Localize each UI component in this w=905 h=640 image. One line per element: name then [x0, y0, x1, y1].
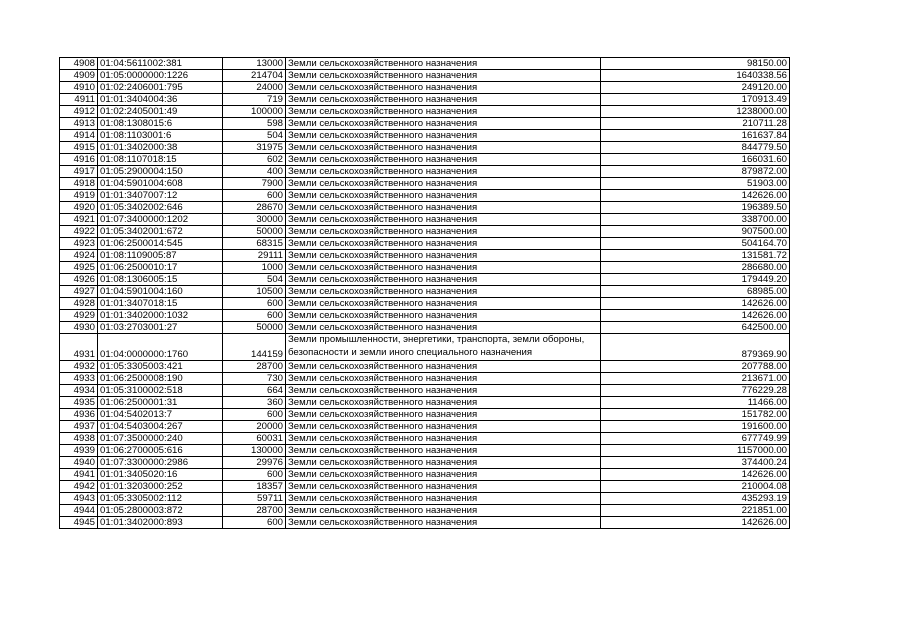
row-number-cell: 4945 — [60, 516, 98, 528]
table-row — [60, 492, 790, 504]
area-cell: 18357 — [223, 480, 286, 492]
land-category-cell: Земли сельскохозяйственного назначения — [286, 322, 601, 334]
cadastral-value-cell: 338700.00 — [601, 214, 790, 226]
row-number-cell: 4924 — [60, 250, 98, 262]
table-row — [60, 202, 790, 214]
cadastral-value-cell: 249120.00 — [601, 82, 790, 94]
cadastral-value-cell: 879369.90 — [601, 334, 790, 361]
cadastral-value-cell: 191600.00 — [601, 420, 790, 432]
land-category-cell: Земли сельскохозяйственного назначения — [286, 516, 601, 528]
table-row — [60, 360, 790, 372]
cadastral-value-cell: 1157000.00 — [601, 444, 790, 456]
row-number-cell: 4919 — [60, 190, 98, 202]
cadastral-number-cell: 01:05:3305002:112 — [98, 492, 223, 504]
table-row — [60, 58, 790, 70]
land-category-cell: Земли сельскохозяйственного назначения — [286, 226, 601, 238]
cadastral-value-cell: 161637.84 — [601, 130, 790, 142]
row-number-cell: 4918 — [60, 178, 98, 190]
land-category-cell: Земли сельскохозяйственного назначения — [286, 480, 601, 492]
cadastral-number-cell: 01:01:3407018:15 — [98, 298, 223, 310]
land-category-cell: Земли сельскохозяйственного назначения — [286, 202, 601, 214]
cadastral-value-cell: 210004.08 — [601, 480, 790, 492]
area-cell: 28700 — [223, 360, 286, 372]
area-cell: 30000 — [223, 214, 286, 226]
area-cell: 144159 — [223, 334, 286, 361]
cadastral-value-cell: 210711.28 — [601, 118, 790, 130]
row-number-cell: 4942 — [60, 480, 98, 492]
cadastral-value-cell: 844779.50 — [601, 142, 790, 154]
land-category-cell: Земли сельскохозяйственного назначения — [286, 178, 601, 190]
cadastral-value-cell: 68985.00 — [601, 286, 790, 298]
cadastral-number-cell: 01:04:5611002:381 — [98, 58, 223, 70]
area-cell: 20000 — [223, 420, 286, 432]
area-cell: 598 — [223, 118, 286, 130]
land-category-cell: Земли сельскохозяйственного назначения — [286, 360, 601, 372]
row-number-cell: 4935 — [60, 396, 98, 408]
cadastral-number-cell: 01:05:3402002:646 — [98, 202, 223, 214]
cadastral-value-cell: 1238000.00 — [601, 106, 790, 118]
land-parcel-table — [59, 57, 790, 529]
row-number-cell: 4931 — [60, 334, 98, 361]
area-cell: 68315 — [223, 238, 286, 250]
cadastral-value-cell: 677749.99 — [601, 432, 790, 444]
row-number-cell: 4925 — [60, 262, 98, 274]
cadastral-value-cell: 374400.24 — [601, 456, 790, 468]
table-row — [60, 118, 790, 130]
land-category-cell: Земли сельскохозяйственного назначения — [286, 420, 601, 432]
cadastral-value-cell: 142626.00 — [601, 516, 790, 528]
cadastral-number-cell: 01:01:3402000:893 — [98, 516, 223, 528]
area-cell: 10500 — [223, 286, 286, 298]
row-number-cell: 4908 — [60, 58, 98, 70]
area-cell: 504 — [223, 274, 286, 286]
table-row — [60, 480, 790, 492]
row-number-cell: 4943 — [60, 492, 98, 504]
area-cell: 100000 — [223, 106, 286, 118]
row-number-cell: 4922 — [60, 226, 98, 238]
cadastral-number-cell: 01:01:3404004:36 — [98, 94, 223, 106]
cadastral-value-cell: 213671.00 — [601, 372, 790, 384]
cadastral-number-cell: 01:01:3407007:12 — [98, 190, 223, 202]
cadastral-value-cell: 504164.70 — [601, 238, 790, 250]
table-row — [60, 516, 790, 528]
land-category-cell: Земли сельскохозяйственного назначения — [286, 286, 601, 298]
cadastral-value-cell: 221851.00 — [601, 504, 790, 516]
land-category-cell: Земли сельскохозяйственного назначения — [286, 94, 601, 106]
table-row — [60, 214, 790, 226]
cadastral-number-cell: 01:07:3400000:1202 — [98, 214, 223, 226]
table-row — [60, 468, 790, 480]
cadastral-number-cell: 01:08:1103001:6 — [98, 130, 223, 142]
row-number-cell: 4910 — [60, 82, 98, 94]
cadastral-value-cell: 142626.00 — [601, 468, 790, 480]
table-row — [60, 70, 790, 82]
cadastral-number-cell: 01:03:2703001:27 — [98, 322, 223, 334]
area-cell: 7900 — [223, 178, 286, 190]
row-number-cell: 4937 — [60, 420, 98, 432]
row-number-cell: 4938 — [60, 432, 98, 444]
row-number-cell: 4915 — [60, 142, 98, 154]
land-category-cell: Земли сельскохозяйственного назначения — [286, 250, 601, 262]
row-number-cell: 4932 — [60, 360, 98, 372]
row-number-cell: 4939 — [60, 444, 98, 456]
land-category-cell: Земли сельскохозяйственного назначения — [286, 58, 601, 70]
table-row — [60, 286, 790, 298]
cadastral-number-cell: 01:05:0000000:1226 — [98, 70, 223, 82]
table-row — [60, 504, 790, 516]
row-number-cell: 4923 — [60, 238, 98, 250]
row-number-cell: 4914 — [60, 130, 98, 142]
area-cell: 719 — [223, 94, 286, 106]
land-category-cell: Земли сельскохозяйственного назначения — [286, 504, 601, 516]
table-row — [60, 420, 790, 432]
row-number-cell: 4944 — [60, 504, 98, 516]
cadastral-value-cell: 51903.00 — [601, 178, 790, 190]
land-category-cell: Земли сельскохозяйственного назначения — [286, 310, 601, 322]
row-number-cell: 4912 — [60, 106, 98, 118]
cadastral-number-cell: 01:06:2500014:545 — [98, 238, 223, 250]
cadastral-number-cell: 01:06:2700005:616 — [98, 444, 223, 456]
cadastral-number-cell: 01:02:2405001:49 — [98, 106, 223, 118]
table-row — [60, 82, 790, 94]
cadastral-value-cell: 642500.00 — [601, 322, 790, 334]
cadastral-value-cell: 142626.00 — [601, 298, 790, 310]
land-category-cell: Земли сельскохозяйственного назначения — [286, 238, 601, 250]
land-category-cell: Земли сельскохозяйственного назначения — [286, 444, 601, 456]
cadastral-value-cell: 170913.49 — [601, 94, 790, 106]
cadastral-number-cell: 01:05:2900004:150 — [98, 166, 223, 178]
row-number-cell: 4933 — [60, 372, 98, 384]
land-category-cell: Земли сельскохозяйственного назначения — [286, 396, 601, 408]
area-cell: 130000 — [223, 444, 286, 456]
area-cell: 1000 — [223, 262, 286, 274]
table-row — [60, 178, 790, 190]
land-category-cell: Земли сельскохозяйственного назначения — [286, 468, 601, 480]
cadastral-number-cell: 01:07:3300000:2986 — [98, 456, 223, 468]
table-row — [60, 190, 790, 202]
row-number-cell: 4928 — [60, 298, 98, 310]
area-cell: 60031 — [223, 432, 286, 444]
area-cell: 400 — [223, 166, 286, 178]
row-number-cell: 4921 — [60, 214, 98, 226]
cadastral-number-cell: 01:04:5403004:267 — [98, 420, 223, 432]
land-category-cell: Земли сельскохозяйственного назначения — [286, 492, 601, 504]
area-cell: 600 — [223, 298, 286, 310]
cadastral-value-cell: 142626.00 — [601, 310, 790, 322]
row-number-cell: 4926 — [60, 274, 98, 286]
land-category-cell: Земли сельскохозяйственного назначения — [286, 262, 601, 274]
land-category-cell: Земли сельскохозяйственного назначения — [286, 214, 601, 226]
land-category-cell: Земли сельскохозяйственного назначения — [286, 298, 601, 310]
table-row — [60, 408, 790, 420]
land-category-cell: Земли сельскохозяйственного назначения — [286, 166, 601, 178]
area-cell: 600 — [223, 468, 286, 480]
area-cell: 730 — [223, 372, 286, 384]
row-number-cell: 4936 — [60, 408, 98, 420]
land-category-cell: Земли промышленности, энергетики, транспорта, земли обороны, безопасности и земли иного специального назначения — [286, 334, 601, 361]
cadastral-value-cell: 142626.00 — [601, 190, 790, 202]
row-number-cell: 4930 — [60, 322, 98, 334]
table-row — [60, 322, 790, 334]
cadastral-number-cell: 01:05:3100002:518 — [98, 384, 223, 396]
cadastral-number-cell: 01:06:2500001:31 — [98, 396, 223, 408]
land-category-cell: Земли сельскохозяйственного назначения — [286, 142, 601, 154]
table-row — [60, 444, 790, 456]
table-row — [60, 456, 790, 468]
area-cell: 59711 — [223, 492, 286, 504]
cadastral-number-cell: 01:08:1107018:15 — [98, 154, 223, 166]
row-number-cell: 4909 — [60, 70, 98, 82]
land-category-cell: Земли сельскохозяйственного назначения — [286, 456, 601, 468]
table-row — [60, 142, 790, 154]
area-cell: 602 — [223, 154, 286, 166]
cadastral-value-cell: 98150.00 — [601, 58, 790, 70]
table-row — [60, 396, 790, 408]
area-cell: 600 — [223, 310, 286, 322]
row-number-cell: 4927 — [60, 286, 98, 298]
area-cell: 28700 — [223, 504, 286, 516]
table-row — [60, 310, 790, 322]
area-cell: 600 — [223, 516, 286, 528]
row-number-cell: 4929 — [60, 310, 98, 322]
area-cell: 28670 — [223, 202, 286, 214]
table-row — [60, 384, 790, 396]
cadastral-value-cell: 286680.00 — [601, 262, 790, 274]
cadastral-value-cell: 151782.00 — [601, 408, 790, 420]
land-category-cell: Земли сельскохозяйственного назначения — [286, 432, 601, 444]
land-category-cell: Земли сельскохозяйственного назначения — [286, 408, 601, 420]
cadastral-number-cell: 01:04:5901004:608 — [98, 178, 223, 190]
table-row — [60, 130, 790, 142]
cadastral-number-cell: 01:06:2500008:190 — [98, 372, 223, 384]
row-number-cell: 4916 — [60, 154, 98, 166]
cadastral-number-cell: 01:04:5901004:160 — [98, 286, 223, 298]
cadastral-number-cell: 01:01:3405020:16 — [98, 468, 223, 480]
table-row — [60, 106, 790, 118]
table-row — [60, 432, 790, 444]
table-row — [60, 250, 790, 262]
cadastral-number-cell: 01:08:1308015:6 — [98, 118, 223, 130]
land-category-cell: Земли сельскохозяйственного назначения — [286, 118, 601, 130]
cadastral-value-cell: 196389.50 — [601, 202, 790, 214]
cadastral-number-cell: 01:01:3203000:252 — [98, 480, 223, 492]
cadastral-number-cell: 01:02:2406001:795 — [98, 82, 223, 94]
table-row — [60, 262, 790, 274]
table-row — [60, 334, 790, 361]
row-number-cell: 4920 — [60, 202, 98, 214]
cadastral-value-cell: 207788.00 — [601, 360, 790, 372]
area-cell: 13000 — [223, 58, 286, 70]
area-cell: 50000 — [223, 322, 286, 334]
row-number-cell: 4911 — [60, 94, 98, 106]
table-row — [60, 372, 790, 384]
row-number-cell: 4913 — [60, 118, 98, 130]
area-cell: 360 — [223, 396, 286, 408]
land-category-cell: Земли сельскохозяйственного назначения — [286, 70, 601, 82]
cadastral-value-cell: 11466.00 — [601, 396, 790, 408]
row-number-cell: 4941 — [60, 468, 98, 480]
land-category-cell: Земли сельскохозяйственного назначения — [286, 372, 601, 384]
cadastral-value-cell: 131581.72 — [601, 250, 790, 262]
area-cell: 600 — [223, 408, 286, 420]
row-number-cell: 4940 — [60, 456, 98, 468]
cadastral-value-cell: 879872.00 — [601, 166, 790, 178]
table-row — [60, 238, 790, 250]
cadastral-value-cell: 907500.00 — [601, 226, 790, 238]
table-row — [60, 226, 790, 238]
row-number-cell: 4934 — [60, 384, 98, 396]
cadastral-value-cell: 179449.20 — [601, 274, 790, 286]
area-cell: 50000 — [223, 226, 286, 238]
row-number-cell: 4917 — [60, 166, 98, 178]
cadastral-number-cell: 01:05:3305003:421 — [98, 360, 223, 372]
cadastral-number-cell: 01:08:1306005:15 — [98, 274, 223, 286]
area-cell: 504 — [223, 130, 286, 142]
cadastral-value-cell: 166031.60 — [601, 154, 790, 166]
cadastral-value-cell: 435293.19 — [601, 492, 790, 504]
cadastral-value-cell: 1640338.56 — [601, 70, 790, 82]
area-cell: 664 — [223, 384, 286, 396]
land-category-cell: Земли сельскохозяйственного назначения — [286, 190, 601, 202]
cadastral-number-cell: 01:01:3402000:38 — [98, 142, 223, 154]
cadastral-number-cell: 01:07:3500000:240 — [98, 432, 223, 444]
area-cell: 29111 — [223, 250, 286, 262]
table-row — [60, 94, 790, 106]
area-cell: 214704 — [223, 70, 286, 82]
land-parcel-table-body — [60, 58, 790, 529]
area-cell: 600 — [223, 190, 286, 202]
cadastral-number-cell: 01:08:1109005:87 — [98, 250, 223, 262]
table-row — [60, 154, 790, 166]
table-row — [60, 298, 790, 310]
land-category-cell: Земли сельскохозяйственного назначения — [286, 82, 601, 94]
area-cell: 29976 — [223, 456, 286, 468]
area-cell: 31975 — [223, 142, 286, 154]
cadastral-number-cell: 01:04:0000000:1760 — [98, 334, 223, 361]
table-row — [60, 274, 790, 286]
area-cell: 24000 — [223, 82, 286, 94]
land-category-cell: Земли сельскохозяйственного назначения — [286, 384, 601, 396]
cadastral-number-cell: 01:01:3402000:1032 — [98, 310, 223, 322]
land-category-cell: Земли сельскохозяйственного назначения — [286, 274, 601, 286]
land-category-cell: Земли сельскохозяйственного назначения — [286, 130, 601, 142]
cadastral-number-cell: 01:05:3402001:672 — [98, 226, 223, 238]
cadastral-number-cell: 01:04:5402013:7 — [98, 408, 223, 420]
land-category-cell: Земли сельскохозяйственного назначения — [286, 106, 601, 118]
land-category-cell: Земли сельскохозяйственного назначения — [286, 154, 601, 166]
cadastral-number-cell: 01:05:2800003:872 — [98, 504, 223, 516]
cadastral-value-cell: 776229.28 — [601, 384, 790, 396]
cadastral-number-cell: 01:06:2500010:17 — [98, 262, 223, 274]
table-row — [60, 166, 790, 178]
